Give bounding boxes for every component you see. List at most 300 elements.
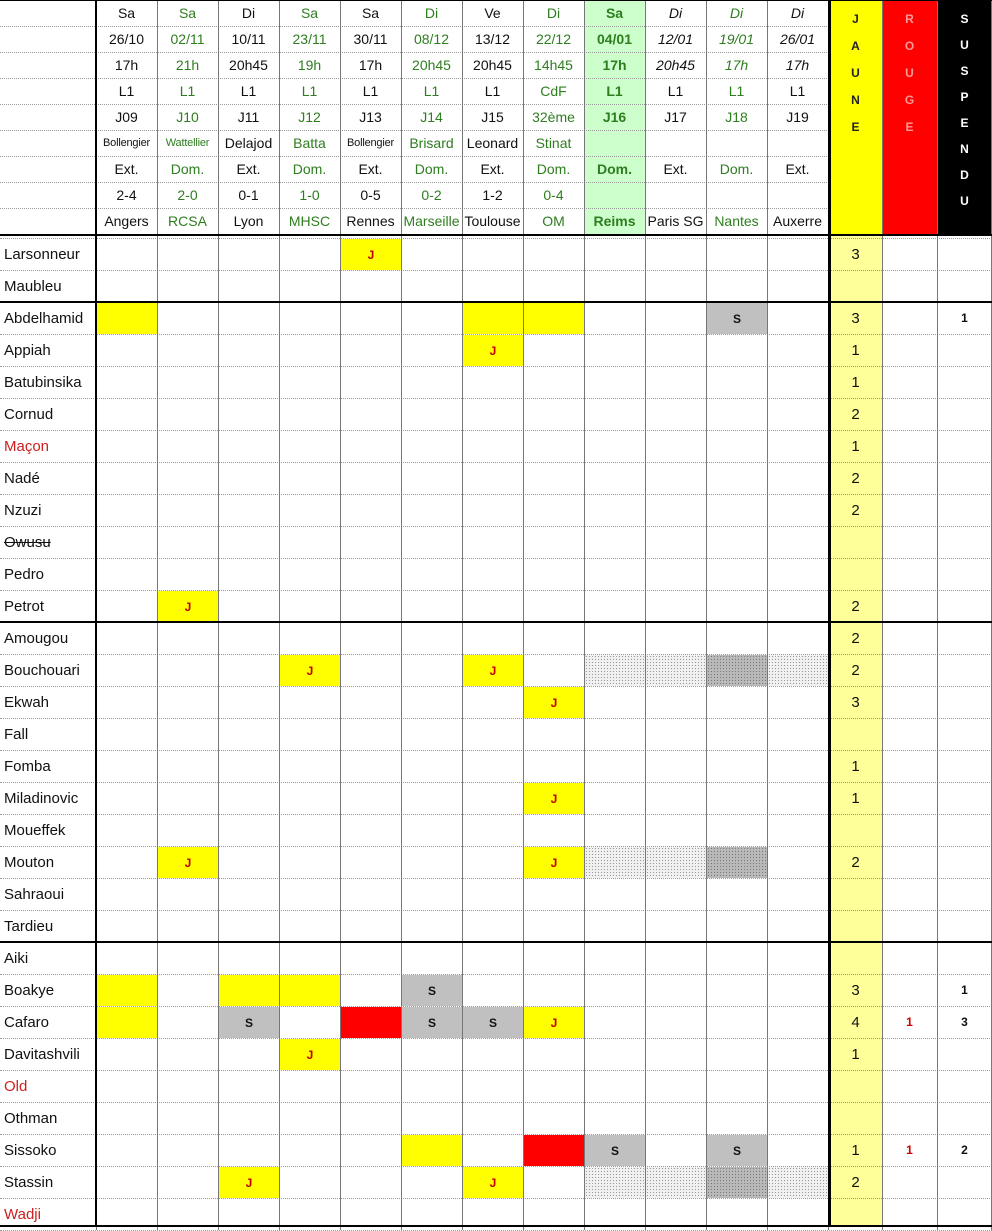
- player-name[interactable]: Miladinovic: [4, 789, 79, 807]
- match-date[interactable]: 08/12: [413, 31, 450, 47]
- total-jaune-value: [829, 878, 882, 910]
- match-score[interactable]: [645, 182, 706, 208]
- match-day[interactable]: Sa: [605, 5, 624, 21]
- grid-line: [0, 558, 992, 559]
- yellow-cell[interactable]: [97, 975, 157, 1006]
- match-time[interactable]: 14h45: [534, 57, 573, 73]
- at-risk-cell[interactable]: [646, 655, 706, 686]
- player-name[interactable]: Aiki: [4, 949, 29, 967]
- player-name[interactable]: Wadji: [4, 1205, 41, 1223]
- total-suspendu-value: [937, 782, 992, 814]
- match-comp[interactable]: L1: [728, 83, 745, 99]
- match-round[interactable]: J10: [176, 109, 199, 125]
- total-jaune-value: [829, 942, 882, 974]
- total-jaune-value: 1: [851, 1141, 860, 1159]
- total-jaune-letter: J: [852, 12, 859, 26]
- grid-line: [0, 1166, 992, 1167]
- total-rouge-value: [882, 750, 937, 782]
- group-separator: [0, 621, 992, 623]
- column-line: [882, 0, 883, 1230]
- match-opponent[interactable]: Auxerre: [772, 213, 823, 229]
- match-referee[interactable]: Bollengier: [347, 137, 394, 149]
- total-jaune-value: 2: [851, 469, 860, 487]
- total-suspendu-value: [937, 686, 992, 718]
- match-opponent[interactable]: Angers: [104, 213, 149, 229]
- match-round[interactable]: J14: [420, 109, 443, 125]
- yellow-card-cell[interactable]: [524, 1007, 584, 1038]
- total-jaune-letter: A: [851, 39, 860, 53]
- red-card-cell[interactable]: [341, 1007, 401, 1038]
- match-date[interactable]: 02/11: [170, 31, 205, 47]
- total-jaune-value: 1: [851, 341, 860, 359]
- match-venue[interactable]: Dom.: [719, 161, 754, 177]
- yellow-card-mark: J: [306, 663, 314, 678]
- match-day[interactable]: Di: [546, 5, 561, 21]
- match-opponent[interactable]: Rennes: [346, 213, 395, 229]
- match-venue[interactable]: Dom.: [292, 161, 327, 177]
- match-venue[interactable]: Ext.: [663, 161, 688, 177]
- match-comp[interactable]: CdF: [540, 83, 567, 99]
- match-opponent[interactable]: OM: [542, 213, 565, 229]
- match-comp[interactable]: L1: [789, 83, 806, 99]
- at-risk-cell[interactable]: [585, 847, 645, 878]
- total-suspendu-value: [937, 590, 992, 622]
- match-referee[interactable]: Leonard: [466, 135, 519, 151]
- player-name[interactable]: Maubleu: [4, 277, 62, 295]
- match-opponent[interactable]: RCSA: [168, 213, 207, 229]
- match-referee[interactable]: [767, 130, 828, 156]
- match-comp[interactable]: L1: [484, 83, 501, 99]
- match-round[interactable]: J16: [602, 109, 627, 125]
- total-rouge-header: [882, 0, 937, 234]
- yellow-card-cell[interactable]: [158, 591, 218, 622]
- match-score[interactable]: [767, 182, 828, 208]
- at-risk-cell[interactable]: [585, 1167, 645, 1198]
- match-day[interactable]: Di: [424, 5, 439, 21]
- suspended-cell[interactable]: [402, 1007, 462, 1038]
- player-name[interactable]: Larsonneur: [4, 245, 80, 263]
- match-comp[interactable]: L1: [423, 83, 440, 99]
- match-venue[interactable]: Dom.: [597, 161, 632, 177]
- column-line: [401, 0, 402, 1230]
- yellow-card-mark: J: [184, 599, 192, 614]
- player-name[interactable]: Nadé: [4, 469, 40, 487]
- match-time[interactable]: 17h: [785, 57, 810, 73]
- total-suspendu-value: [937, 558, 992, 590]
- yellow-cell[interactable]: [524, 303, 584, 334]
- match-score[interactable]: 0-5: [360, 187, 381, 203]
- total-jaune-value: 2: [851, 853, 860, 871]
- match-opponent[interactable]: Nantes: [714, 213, 759, 229]
- match-referee[interactable]: [645, 130, 706, 156]
- match-venue[interactable]: Dom.: [536, 161, 571, 177]
- grid-line: [0, 526, 992, 527]
- player-name[interactable]: Tardieu: [4, 917, 54, 935]
- match-day[interactable]: Di: [790, 5, 805, 21]
- player-name[interactable]: Abdelhamid: [4, 309, 84, 327]
- match-day[interactable]: Sa: [361, 5, 380, 21]
- match-date[interactable]: 26/01: [779, 31, 816, 47]
- total-rouge-value: [882, 334, 937, 366]
- match-venue[interactable]: Ext.: [785, 161, 810, 177]
- total-suspendu-letter: E: [960, 116, 969, 130]
- match-time[interactable]: 20h45: [229, 57, 268, 73]
- total-rouge-letter: O: [904, 39, 915, 53]
- match-venue[interactable]: Ext.: [358, 161, 383, 177]
- column-line: [157, 0, 158, 1230]
- grid-line: [0, 208, 829, 209]
- total-rouge-value: [882, 974, 937, 1006]
- yellow-card-mark: J: [550, 1015, 558, 1030]
- player-name[interactable]: Boakye: [4, 981, 55, 999]
- player-name[interactable]: Owusu: [4, 533, 51, 551]
- suspended-cell[interactable]: [707, 303, 767, 334]
- at-risk-cell[interactable]: [768, 1167, 828, 1198]
- match-day[interactable]: Ve: [484, 5, 501, 21]
- match-score[interactable]: 2-4: [116, 187, 137, 203]
- column-line: [218, 0, 219, 1230]
- match-date[interactable]: 19/01: [718, 31, 755, 47]
- total-suspendu-value: [937, 366, 992, 398]
- player-name[interactable]: Old: [4, 1077, 28, 1095]
- match-round[interactable]: J09: [115, 109, 138, 125]
- total-jaune-value: 2: [851, 597, 860, 615]
- total-jaune-value: 3: [851, 981, 860, 999]
- match-opponent[interactable]: MHSC: [288, 213, 331, 229]
- grid-line: [0, 1102, 992, 1103]
- match-comp[interactable]: L1: [179, 83, 196, 99]
- suspended-cell[interactable]: [219, 1007, 279, 1038]
- total-jaune-value: [829, 1102, 882, 1134]
- grid-line: [0, 78, 829, 79]
- match-referee[interactable]: Stinat: [535, 135, 572, 151]
- player-name[interactable]: Petrot: [4, 597, 45, 615]
- player-name[interactable]: Fall: [4, 725, 29, 743]
- match-time[interactable]: 20h45: [412, 57, 451, 73]
- yellow-cell[interactable]: [219, 975, 279, 1006]
- player-name[interactable]: Sissoko: [4, 1141, 57, 1159]
- match-comp[interactable]: L1: [606, 83, 623, 99]
- match-score[interactable]: [706, 182, 767, 208]
- yellow-card-cell[interactable]: [463, 335, 523, 366]
- sheet-top-border: [0, 0, 992, 1]
- column-line: [937, 0, 938, 1230]
- grid-line: [0, 846, 992, 847]
- match-round[interactable]: J11: [237, 109, 260, 125]
- total-suspendu-value: [937, 846, 992, 878]
- total-rouge-value: [882, 686, 937, 718]
- grid-line: [0, 1070, 992, 1071]
- match-score[interactable]: 1-2: [482, 187, 503, 203]
- player-name[interactable]: Pedro: [4, 565, 45, 583]
- player-name[interactable]: Batubinsika: [4, 373, 82, 391]
- total-rouge-value: [882, 654, 937, 686]
- total-jaune-value: [829, 718, 882, 750]
- match-referee[interactable]: Batta: [293, 135, 326, 151]
- total-rouge-value: 1: [906, 1015, 913, 1029]
- player-name[interactable]: Othman: [4, 1109, 58, 1127]
- match-referee[interactable]: Wattellier: [165, 137, 210, 149]
- suspended-cell[interactable]: [402, 975, 462, 1006]
- at-risk-cell[interactable]: [707, 655, 767, 686]
- yellow-cell[interactable]: [97, 1007, 157, 1038]
- at-risk-cell[interactable]: [585, 655, 645, 686]
- match-referee[interactable]: Bollengier: [103, 137, 150, 149]
- total-jaune-value: 3: [851, 309, 860, 327]
- total-suspendu-value: [937, 398, 992, 430]
- grid-line: [0, 878, 992, 879]
- match-date[interactable]: 10/11: [231, 31, 266, 47]
- at-risk-cell[interactable]: [768, 655, 828, 686]
- grid-line: [0, 462, 992, 463]
- name-column-border: [95, 0, 97, 1227]
- suspended-cell[interactable]: [585, 1135, 645, 1166]
- total-suspendu-letter: S: [960, 64, 969, 78]
- match-day[interactable]: Sa: [178, 5, 197, 21]
- total-suspendu-value: [937, 814, 992, 846]
- total-suspendu-value: [937, 718, 992, 750]
- yellow-cell[interactable]: [402, 1135, 462, 1166]
- match-time[interactable]: 20h45: [656, 57, 695, 73]
- grid-line: [0, 104, 829, 105]
- grid-line: [0, 974, 992, 975]
- match-opponent[interactable]: Paris SG: [647, 213, 704, 229]
- match-time[interactable]: 20h45: [473, 57, 512, 73]
- total-suspendu-value: [937, 1166, 992, 1198]
- grid-line: [0, 910, 992, 911]
- grid-line: [0, 782, 992, 783]
- match-referee[interactable]: [706, 130, 767, 156]
- suspended-cell[interactable]: [707, 1135, 767, 1166]
- at-risk-cell[interactable]: [707, 847, 767, 878]
- match-round[interactable]: J15: [481, 109, 504, 125]
- total-suspendu-value: [937, 526, 992, 558]
- total-jaune-value: 3: [851, 245, 860, 263]
- total-suspendu-value: [937, 1070, 992, 1102]
- match-date[interactable]: 23/11: [292, 31, 327, 47]
- total-rouge-value: [882, 270, 937, 302]
- player-name[interactable]: Amougou: [4, 629, 69, 647]
- total-jaune-header: [829, 0, 882, 234]
- total-rouge-letter: G: [904, 93, 915, 107]
- match-time[interactable]: 17h: [358, 57, 383, 73]
- player-name[interactable]: Stassin: [4, 1173, 54, 1191]
- column-line: [767, 0, 768, 1230]
- match-score[interactable]: 0-2: [421, 187, 442, 203]
- grid-line: [0, 366, 992, 367]
- total-jaune-value: 4: [851, 1013, 860, 1031]
- total-jaune-letter: E: [851, 120, 860, 134]
- total-suspendu-value: 1: [961, 983, 968, 997]
- suspension-mark: S: [244, 1015, 253, 1030]
- match-comp[interactable]: L1: [667, 83, 684, 99]
- total-rouge-value: [882, 782, 937, 814]
- match-time[interactable]: 19h: [297, 57, 322, 73]
- grid-line: [0, 494, 992, 495]
- yellow-card-cell[interactable]: [158, 847, 218, 878]
- yellow-card-cell[interactable]: [524, 687, 584, 718]
- match-venue[interactable]: Ext.: [480, 161, 505, 177]
- suspension-mark: S: [732, 1143, 741, 1158]
- header-bottom-border: [0, 234, 992, 236]
- match-round[interactable]: 32ème: [532, 109, 575, 125]
- total-jaune-value: 2: [851, 405, 860, 423]
- total-rouge-value: [882, 558, 937, 590]
- grid-line: [0, 1134, 992, 1135]
- yellow-card-mark: J: [489, 1175, 497, 1190]
- yellow-card-cell[interactable]: [463, 655, 523, 686]
- yellow-card-cell[interactable]: [524, 783, 584, 814]
- match-round[interactable]: J18: [725, 109, 748, 125]
- yellow-card-cell[interactable]: [219, 1167, 279, 1198]
- total-jaune-value: [829, 526, 882, 558]
- match-time[interactable]: 17h: [724, 57, 749, 73]
- match-score[interactable]: 1-0: [299, 187, 320, 203]
- yellow-card-cell[interactable]: [280, 1039, 340, 1070]
- yellow-card-cell[interactable]: [341, 239, 401, 270]
- grid-line: [0, 654, 992, 655]
- match-date[interactable]: 30/11: [353, 31, 388, 47]
- match-day[interactable]: Sa: [117, 5, 136, 21]
- player-name[interactable]: Moueffek: [4, 821, 66, 839]
- match-comp[interactable]: L1: [301, 83, 318, 99]
- match-venue[interactable]: Dom.: [414, 161, 449, 177]
- match-score[interactable]: [584, 182, 645, 208]
- grid-line: [0, 26, 829, 27]
- total-suspendu-value: [937, 622, 992, 654]
- player-name[interactable]: Appiah: [4, 341, 51, 359]
- total-jaune-value: 1: [851, 789, 860, 807]
- suspended-cell[interactable]: [463, 1007, 523, 1038]
- match-opponent[interactable]: Lyon: [233, 213, 264, 229]
- group-separator: [0, 941, 992, 943]
- match-round[interactable]: J12: [298, 109, 321, 125]
- grid-line: [0, 182, 829, 183]
- red-card-cell[interactable]: [524, 1135, 584, 1166]
- grid-line: [0, 238, 992, 239]
- total-jaune-value: [829, 814, 882, 846]
- match-round[interactable]: J13: [359, 109, 382, 125]
- yellow-card-cell[interactable]: [463, 1167, 523, 1198]
- match-day[interactable]: Sa: [300, 5, 319, 21]
- total-rouge-value: [882, 622, 937, 654]
- match-venue[interactable]: Ext.: [114, 161, 139, 177]
- column-line: [462, 0, 463, 1230]
- match-time[interactable]: 17h: [602, 57, 627, 73]
- column-line: [523, 0, 524, 1230]
- yellow-cell[interactable]: [97, 303, 157, 334]
- total-suspendu-letter: N: [960, 142, 969, 156]
- grid-line: [0, 156, 829, 157]
- player-name[interactable]: Davitashvili: [4, 1045, 80, 1063]
- total-suspendu-value: [937, 334, 992, 366]
- grid-line: [0, 814, 992, 815]
- match-venue[interactable]: Dom.: [170, 161, 205, 177]
- total-suspendu-value: [937, 942, 992, 974]
- player-name[interactable]: Ekwah: [4, 693, 50, 711]
- match-round[interactable]: J17: [664, 109, 687, 125]
- at-risk-cell[interactable]: [646, 847, 706, 878]
- match-day[interactable]: Di: [668, 5, 683, 21]
- match-referee[interactable]: [584, 130, 645, 156]
- match-score[interactable]: 0-4: [543, 187, 564, 203]
- suspension-mark: S: [732, 311, 741, 326]
- yellow-cell[interactable]: [463, 303, 523, 334]
- total-jaune-value: [829, 910, 882, 942]
- match-day[interactable]: Di: [729, 5, 744, 21]
- match-score[interactable]: 2-0: [177, 187, 198, 203]
- player-name[interactable]: Bouchouari: [4, 661, 80, 679]
- match-venue[interactable]: Ext.: [236, 161, 261, 177]
- suspension-mark: S: [427, 983, 436, 998]
- player-name[interactable]: Cornud: [4, 405, 54, 423]
- match-date[interactable]: 13/12: [474, 31, 511, 47]
- match-referee[interactable]: Brisard: [409, 135, 454, 151]
- match-date[interactable]: 26/10: [108, 31, 145, 47]
- player-name[interactable]: Sahraoui: [4, 885, 65, 903]
- total-suspendu-letter: U: [960, 38, 969, 52]
- total-suspendu-value: [937, 878, 992, 910]
- total-rouge-value: [882, 718, 937, 750]
- total-suspendu-letter: U: [960, 194, 969, 208]
- grid-line: [0, 270, 992, 271]
- match-opponent[interactable]: Toulouse: [464, 213, 521, 229]
- match-date[interactable]: 12/01: [657, 31, 694, 47]
- player-name[interactable]: Nzuzi: [4, 501, 42, 519]
- match-date[interactable]: 22/12: [535, 31, 572, 47]
- player-name[interactable]: Mouton: [4, 853, 55, 871]
- total-rouge-letter: R: [905, 12, 914, 26]
- grid-line: [0, 334, 992, 335]
- match-comp[interactable]: L1: [362, 83, 379, 99]
- total-jaune-value: 2: [851, 629, 860, 647]
- total-rouge-value: [882, 878, 937, 910]
- match-comp[interactable]: L1: [240, 83, 257, 99]
- match-opponent[interactable]: Reims: [593, 213, 636, 229]
- total-jaune-value: 2: [851, 661, 860, 679]
- player-name[interactable]: Maçon: [4, 437, 50, 455]
- total-suspendu-value: [937, 1102, 992, 1134]
- match-time[interactable]: 17h: [114, 57, 139, 73]
- match-date[interactable]: 04/01: [596, 31, 633, 47]
- yellow-card-cell[interactable]: [280, 655, 340, 686]
- match-time[interactable]: 21h: [175, 57, 200, 73]
- total-jaune-value: 2: [851, 501, 860, 519]
- match-score[interactable]: 0-1: [238, 187, 259, 203]
- match-opponent[interactable]: Marseille: [403, 213, 460, 229]
- yellow-card-cell[interactable]: [524, 847, 584, 878]
- at-risk-cell[interactable]: [707, 1167, 767, 1198]
- total-suspendu-value: [937, 750, 992, 782]
- at-risk-cell[interactable]: [646, 1167, 706, 1198]
- match-round[interactable]: J19: [786, 109, 809, 125]
- match-referee[interactable]: Delajod: [224, 135, 273, 151]
- match-comp[interactable]: L1: [118, 83, 135, 99]
- total-rouge-value: [882, 910, 937, 942]
- grid-line: [0, 718, 992, 719]
- total-jaune-value: 1: [851, 1045, 860, 1063]
- total-suspendu-letter: P: [960, 90, 969, 104]
- yellow-card-mark: J: [367, 247, 375, 262]
- yellow-cell[interactable]: [280, 975, 340, 1006]
- player-name[interactable]: Fomba: [4, 757, 51, 775]
- total-jaune-value: [829, 1070, 882, 1102]
- total-jaune-value: 1: [851, 373, 860, 391]
- total-rouge-value: [882, 814, 937, 846]
- total-suspendu-value: [937, 494, 992, 526]
- player-name[interactable]: Cafaro: [4, 1013, 50, 1031]
- match-day[interactable]: Di: [241, 5, 256, 21]
